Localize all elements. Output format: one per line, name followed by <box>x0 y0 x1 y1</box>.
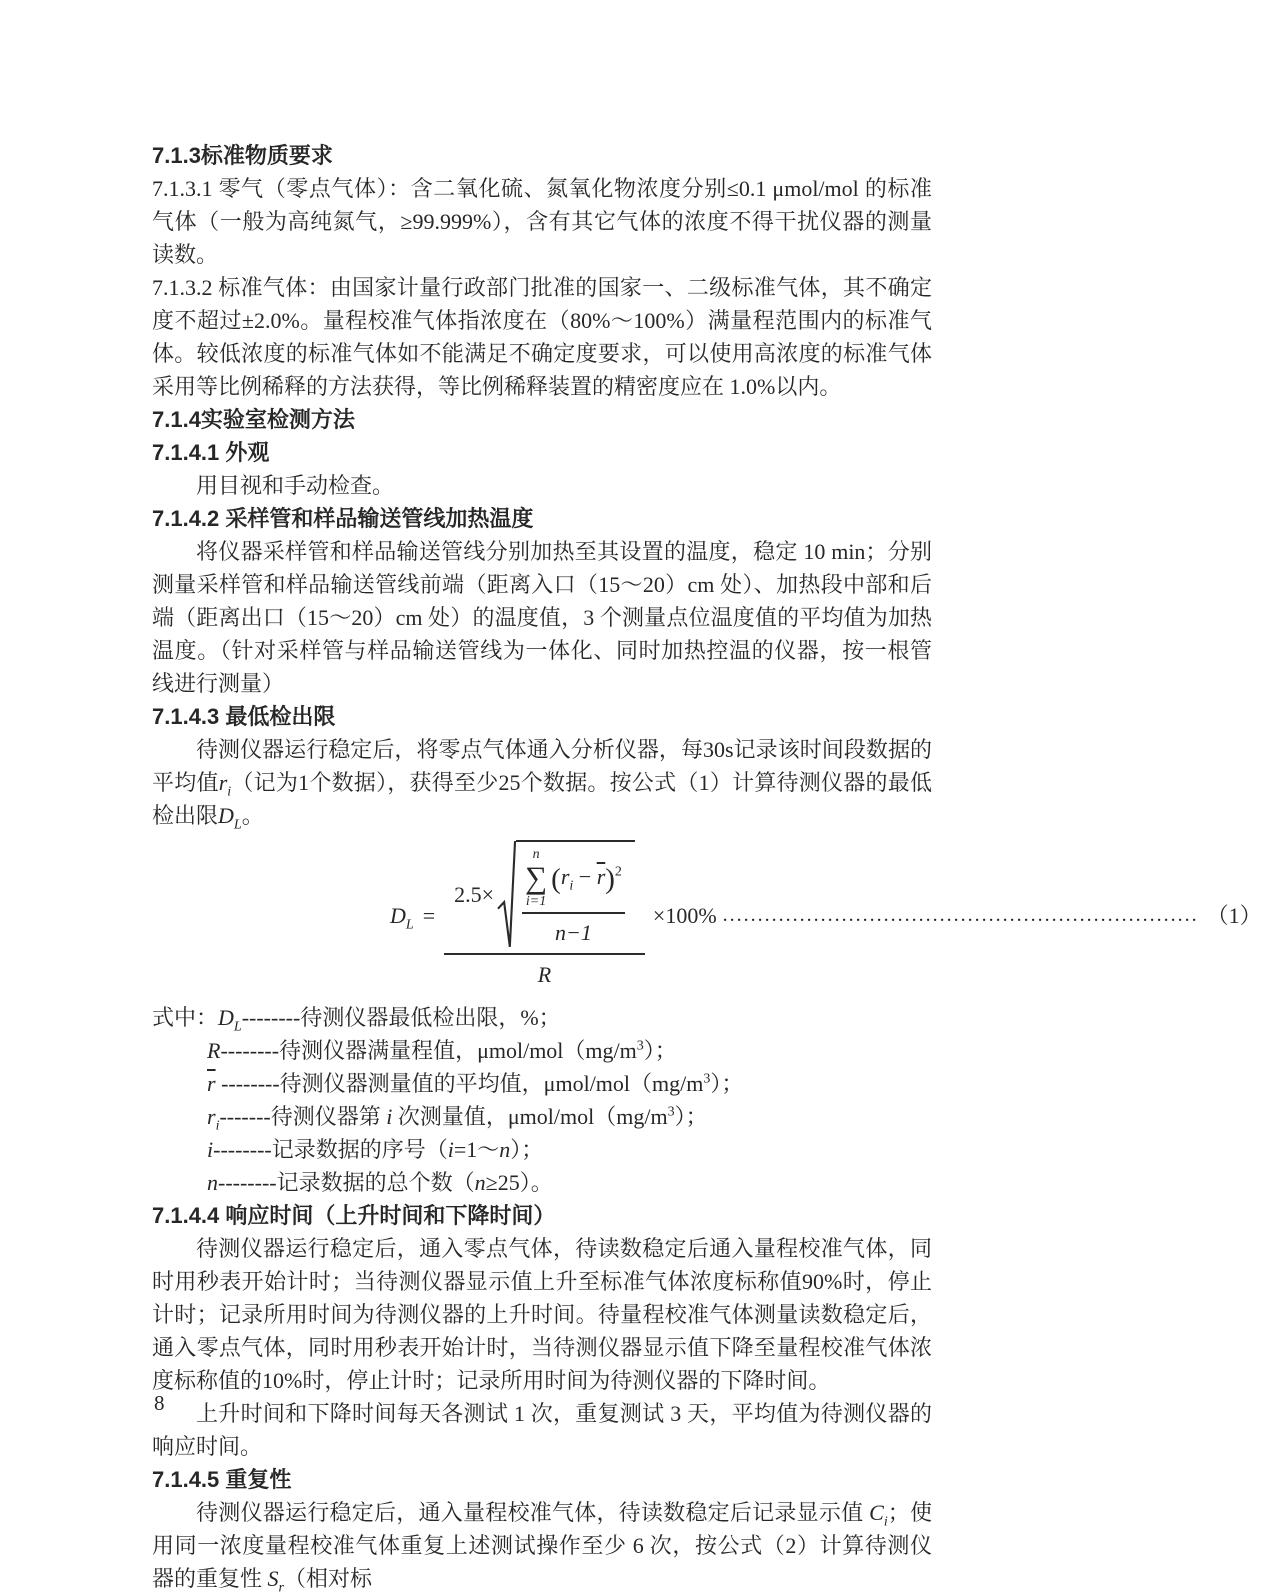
section-heading <box>152 700 932 733</box>
math-var: D <box>390 903 406 928</box>
text-run: --------待测仪器满量程值，μmol/mol（mg/m <box>220 1038 637 1063</box>
document-content <box>152 139 1262 1595</box>
open-paren: ( <box>551 863 561 895</box>
overline-var: $\overline{r}$ <box>207 1071 216 1096</box>
text-run: --------记录数据的总个数（ <box>218 1170 475 1195</box>
definition-item <box>152 1100 932 1133</box>
text-run: 7.1.3.1 零气（零点气体）：含二氧化硫、氮氧化物浓度分别≤0.1 μmol/mol 的标准气体（一般为高纯氮气，≥99.999%），含有其它气体的浓度不得干扰仪器的测量读数。 <box>152 176 932 267</box>
superscript: 3 <box>636 1038 644 1054</box>
math-var: i <box>207 1137 214 1162</box>
sigma-symbol: ∑ <box>525 860 548 895</box>
text-run: 待测仪器运行稳定后，将零点气体通入分析仪器，每30s记录该时间段数据的平均值 <box>152 737 932 795</box>
math-var: i <box>386 1104 393 1129</box>
paragraph <box>152 469 932 502</box>
section-heading <box>152 1463 932 1496</box>
text-run: 次测量值，μmol/mol（mg/m <box>392 1104 668 1129</box>
math-var: n <box>207 1170 218 1195</box>
formula-lhs <box>390 899 414 932</box>
times-100-percent: ×100% <box>652 903 717 928</box>
text-run: --------记录数据的序号（ <box>213 1137 448 1162</box>
section-heading <box>152 502 932 535</box>
text-run: 待测仪器运行稳定后，通入量程校准气体，待读数稳定后记录显示值 <box>196 1500 870 1525</box>
inner-numerator <box>522 847 625 912</box>
text-run: 。 <box>241 803 264 828</box>
paragraph <box>152 1232 932 1397</box>
definition-item <box>152 1001 932 1034</box>
overline-var: $\overline{r}$ <box>596 864 606 889</box>
inner-denominator: n−1 <box>522 912 625 949</box>
text-run: 7.1.4.3 最低检出限 <box>152 704 336 729</box>
text-run: 用目视和手动检查。 <box>196 473 395 498</box>
math-var: n <box>474 1170 486 1195</box>
paragraph <box>152 535 932 700</box>
text-run: 7.1.4.4 响应时间（上升时间和下降时间） <box>152 1203 556 1228</box>
text-run: ）； <box>674 1104 708 1129</box>
definition-item <box>152 1166 932 1199</box>
definition-item <box>152 1067 932 1100</box>
math-var: r <box>218 770 228 795</box>
paragraph <box>152 1397 932 1463</box>
math-var: C <box>869 1500 884 1525</box>
radical-sign <box>497 840 516 949</box>
math-var: D <box>218 803 234 828</box>
math-var: r <box>207 1104 216 1129</box>
subscript: i <box>569 878 574 894</box>
text-run: ）； <box>643 1038 677 1063</box>
summation <box>525 847 547 909</box>
superscript: 3 <box>667 1104 675 1120</box>
text-run: （记为1个数据），获得至少25个数据。按公式（1）计算待测仪器的最低检出限 <box>152 770 932 828</box>
summed-expression <box>551 860 622 896</box>
equals-sign: = <box>422 903 436 928</box>
text-run: -------待测仪器第 <box>219 1104 387 1129</box>
paragraph <box>152 271 932 403</box>
text-run: （相对标 <box>283 1566 372 1591</box>
math-var: D <box>218 1005 234 1030</box>
text-run: 7.1.4实验室检测方法 <box>152 407 355 432</box>
summation-lower-limit: i=1 <box>525 894 547 909</box>
radicand <box>516 840 635 949</box>
text-run: 7.1.4.2 采样管和样品输送管线加热温度 <box>152 506 534 531</box>
text-run: 7.1.4.1 外观 <box>152 440 270 465</box>
text-run: =1～ <box>453 1137 500 1162</box>
subscript: i <box>883 1514 888 1530</box>
text-run: --------待测仪器最低检出限，%； <box>241 1005 561 1030</box>
superscript: 2 <box>614 864 622 880</box>
math-var: S <box>267 1566 279 1591</box>
page-number: 8 <box>154 1391 165 1415</box>
section-heading <box>152 403 932 436</box>
text-run: ）； <box>510 1137 544 1162</box>
definition-item <box>152 1034 932 1067</box>
fraction-denominator: R <box>444 953 645 991</box>
text-run: 上升时间和下降时间每天各测试 1 次，重复测试 3 天，平均值为待测仪器的响应时间。 <box>152 1401 932 1459</box>
minus-sign: − <box>573 864 597 889</box>
text-run: 待测仪器运行稳定后，通入零点气体，待读数稳定后通入量程校准气体，同时用秒表开始计时；当待测仪器显示值上升至标准气体浓度标称值90%时，停止计时；记录所用时间为待测仪器的上升时间。待量程校准气体测量读数稳定后，通入零点气体，同时用秒表开始计时，当待测仪器显示值下降至量程校准气体浓度标称值的10%时，停止计时；记录所用时间为待测仪器的下降时间。 <box>152 1236 932 1393</box>
definition-item <box>152 1133 932 1166</box>
paragraph <box>152 733 932 832</box>
superscript: 3 <box>703 1071 711 1087</box>
subscript: L <box>405 917 414 933</box>
math-var: R <box>207 1038 221 1063</box>
subscript: r <box>278 1580 284 1595</box>
math-var: n <box>499 1137 511 1162</box>
summation-upper-limit: n <box>532 847 540 862</box>
subscript: i <box>215 1118 220 1134</box>
equation-number: （1） <box>1206 903 1262 928</box>
section-heading <box>152 1199 932 1232</box>
inner-fraction <box>522 847 625 949</box>
fraction-numerator <box>444 840 645 953</box>
text-run: 7.1.4.5 重复性 <box>152 1467 292 1492</box>
text-run: 将仪器采样管和样品输送管线分别加热至其设置的温度，稳定 10 min；分别测量采样管和样品输送管线前端（距离入口（15～20）cm 处）、加热段中部和后端（距离出口（15～20）cm 处）的温度值，3 个测量点位温度值的平均值为加热温度。（针对采样管与样品输送管线为一体化、同时加热控温的仪器，按一根管线进行测量） <box>152 539 932 696</box>
formula-main-fraction <box>444 840 645 991</box>
text-run: 7.1.3标准物质要求 <box>152 143 333 168</box>
paragraph <box>152 172 932 271</box>
subscript: L <box>233 817 242 833</box>
math-var: i <box>447 1137 454 1162</box>
text-run: ≥25）。 <box>485 1170 553 1195</box>
coefficient: 2.5× <box>454 882 495 907</box>
section-heading <box>152 436 932 469</box>
text-run: ）； <box>710 1071 744 1096</box>
text-run: 7.1.3.2 标准气体：由国家计量行政部门批准的国家一、二级标准气体，其不确定度不超过±2.0%。量程校准气体指浓度在（80%～100%）满量程范围内的标准气体。较低浓度的标准气体如不能满足不确定度要求，可以使用高浓度的标准气体采用等比例稀释的方法获得，等比例稀释装置的精密度应在 1.0%以内。 <box>152 275 932 399</box>
section-heading <box>152 139 932 172</box>
text-run: --------待测仪器测量值的平均值，μmol/mol（mg/m <box>215 1071 704 1096</box>
math-var: r <box>560 864 570 889</box>
close-paren: ) <box>605 863 615 895</box>
text-run: ；使用同一浓度量程校准气体重复上述测试操作至少 6 次，按公式（2）计算待测仪器的重复性 <box>152 1500 932 1591</box>
subscript: i <box>227 784 232 800</box>
paragraph <box>152 1496 932 1595</box>
square-root <box>497 840 635 949</box>
text-run: 式中： <box>152 1005 219 1030</box>
subscript: L <box>233 1019 242 1035</box>
formula-equation-1 <box>152 832 1262 1001</box>
dot-leader: .................................................................... <box>722 904 1199 926</box>
